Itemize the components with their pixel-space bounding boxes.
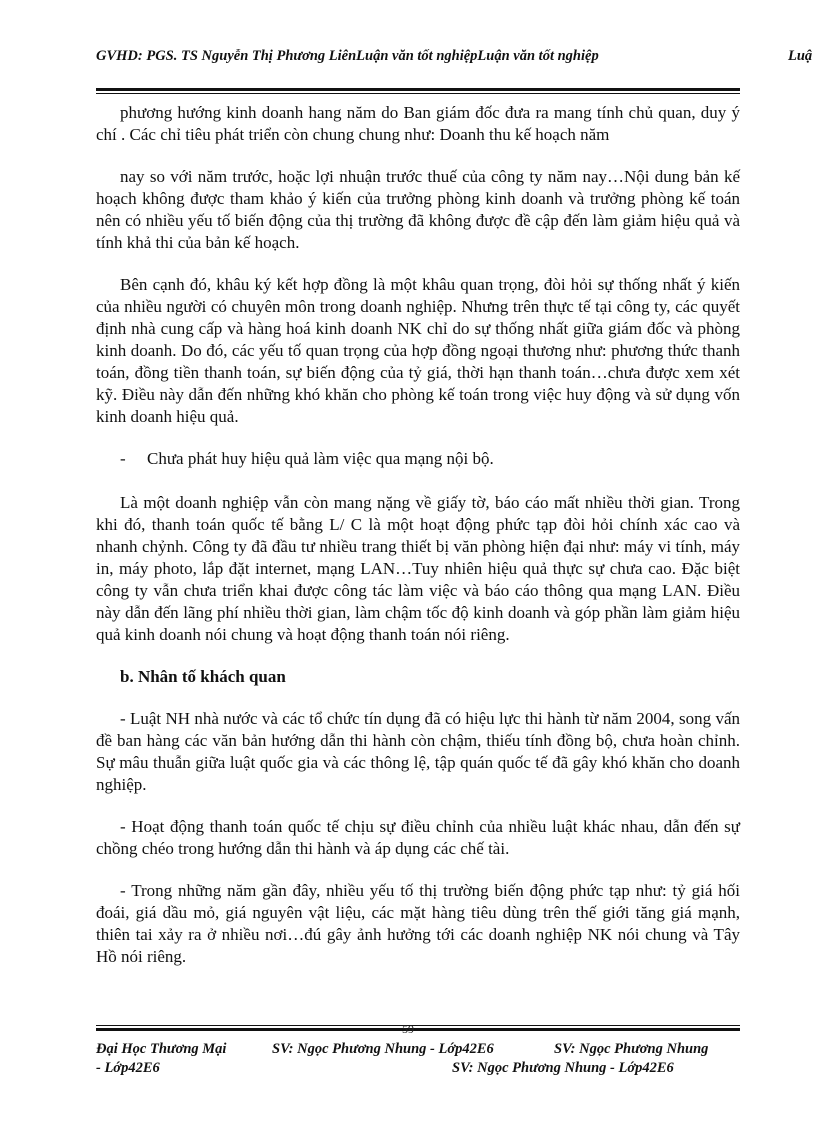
header-right-text: Luậ (788, 48, 813, 64)
bullet-text: Chưa phát huy hiệu quả làm việc qua mạng nội bộ. (147, 449, 494, 468)
footer-student: SV: Ngọc Phương Nhung (554, 1041, 709, 1057)
paragraph: Là một doanh nghiệp vẫn còn mang nặng về giấy tờ, báo cáo mất nhiều thời gian. Trong khi đó, thanh toán quốc tế bằng L/ C là một hoạt động phức tạp đòi hỏi chính xác cao và nhanh chỷnh. Công ty đã đầu tư nhiều trang thiết bị văn phòng hiện đại như: máy vi tính, máy in, máy photo, lắp đặt internet, mạng LAN…Tuy nhiên hiệu quả thực sự chưa cao. Đặc biệt công ty vẫn chưa triển khai được công tác làm việc và báo cáo thông qua mạng LAN. Điều này dẫn đến lãng phí nhiều thời gian, làm chậm tốc độ kinh doanh và góp phần làm giảm hiệu quả kinh doanh nói chung và hoạt động thanh toán nói riêng. (96, 493, 740, 644)
paragraph: phương hướng kinh doanh hang năm do Ban giám đốc đưa ra mang tính chủ quan, duy ý chí . Các chỉ tiêu phát triển còn chung chung như: Doanh thu kế hoạch năm (96, 103, 740, 144)
document-body (96, 102, 740, 988)
paragraph: Bên cạnh đó, khâu ký kết hợp đồng là một khâu quan trọng, đòi hỏi sự thống nhất ý kiến của nhiều người có chuyên môn trong doanh nghiệp. Nhưng trên thực tế tại công ty, các quyết định nhà cung cấp và hàng hoá kinh doanh NK chỉ do sự thống nhất giữa giám đốc và phòng kinh doanh. Do đó, các yếu tố quan trọng của hợp đồng ngoại thương như: phương thức thanh toán, đồng tiền thanh toán, sự biến động của tỷ giá, thời hạn thanh toán…chưa được xem xét kỹ. Điều này dẫn đến những khó khăn cho phòng kế toán trong việc huy động và sử dụng vốn kinh doanh hiệu quả. (96, 275, 740, 426)
footer-school: Đại Học Thương Mại (96, 1041, 227, 1057)
header-rule-thin (96, 93, 740, 94)
section-heading: b. Nhân tố khách quan (120, 667, 286, 686)
page-header (0, 48, 816, 70)
footer-student: SV: Ngọc Phương Nhung - Lớp42E6 (272, 1041, 494, 1057)
paragraph: nay so với năm trước, hoặc lợi nhuận trước thuế của công ty năm nay…Nội dung bản kế hoạch không được tham khảo ý kiến của trưởng phòng kinh doanh và trưởng phòng kế toán nên có nhiều yếu tố biến động của thị trường đã không được đề cập đến làm giảm hiệu quả và tính khả thi của bản kế hoạch. (96, 167, 740, 252)
page-number: 59 (402, 1022, 414, 1036)
paragraph: - Luật NH nhà nước và các tổ chức tín dụng đã có hiệu lực thi hành từ năm 2004, song vấn đề ban hàng các văn bản hướng dẫn thi hành còn chậm, thiếu tính đồng bộ, chưa hoàn chỉnh. Sự mâu thuẫn giữa luật quốc gia và các thông lệ, tập quán quốc tế đã gây khó khăn cho doanh nghiệp. (96, 709, 740, 794)
page-footer (96, 1040, 756, 1078)
paragraph: - Trong những năm gần đây, nhiều yếu tố thị trường biến động phức tạp như: tỷ giá hối đoái, giá dầu mỏ, giá nguyên vật liệu, các mặt hàng tiêu dùng trên thế giới tăng giá mạnh, thiên tai xảy ra ở nhiều nơi…đú gây ảnh hưởng tới các doanh nghiệp NK nói chung và Tây Hồ nói riêng. (96, 881, 740, 966)
bullet-dash: - (120, 449, 126, 468)
paragraph: - Hoạt động thanh toán quốc tế chịu sự điều chỉnh của nhiều luật khác nhau, dẫn đến sự chồng chéo trong hướng dẫn thi hành và áp dụng các chế tài. (96, 817, 740, 858)
header-rule-thick (96, 88, 740, 91)
header-left-text: GVHD: PGS. TS Nguyễn Thị Phương LiênLuận văn tốt nghiệpLuận văn tốt nghiệp (96, 48, 599, 64)
footer-student: SV: Ngọc Phương Nhung - Lớp42E6 (452, 1060, 674, 1076)
bullet-item (96, 448, 740, 470)
footer-class: - Lớp42E6 (96, 1060, 160, 1076)
